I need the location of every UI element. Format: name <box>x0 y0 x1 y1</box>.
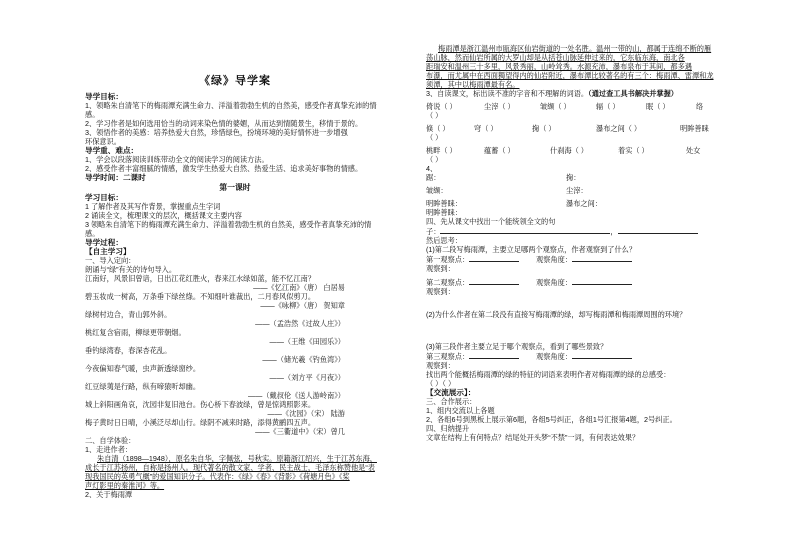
observation-row <box>426 351 726 361</box>
about-line: 布瀑，而尤属中在西面獨望得内的仙岩附近，瀑布潭比较著名的有三个：梅雨潭、雷潭和龙 <box>426 71 714 80</box>
author-bio-line: 声灯影里的秦淮河》等。 <box>85 481 165 490</box>
question-2: (2)为什么作者在第二段没有直接写梅雨潭的绿，却写梅雨潭和梅雨潭周围的环境？ <box>426 310 687 319</box>
definition-row[interactable]: 明眸善睐： <box>426 208 462 217</box>
definition-field[interactable]: 踞： <box>426 173 441 182</box>
observed-label[interactable]: 观察到： <box>426 287 455 296</box>
poem-source: ——（王维《田园乐》） <box>269 337 345 346</box>
vocab-item[interactable]: 倚说（ ） <box>426 102 457 111</box>
vocab-item[interactable]: 桃畔（ ） <box>426 146 457 155</box>
vocab-item[interactable]: 络 <box>696 102 704 111</box>
author-bio-line: 现我国民的英勇气概”的爱国知识分子。代表作：《绿》《春》《背影》《荷塘月色》《桨 <box>85 472 350 481</box>
author-bio-line: 朱自清（1898—1948），原名朱自华，字佩弦，号秋实。原籍浙江绍兴，生于江苏东海， <box>97 454 377 463</box>
zi-label: 子： <box>426 227 441 236</box>
angle-label: 观察角度： <box>536 278 572 287</box>
section-intro: 一、导入定向： <box>85 256 136 265</box>
observation-row <box>426 277 726 287</box>
lesson-heading: 第一课时 <box>219 183 251 192</box>
vocab-item[interactable]: 辐（ ） <box>596 102 620 111</box>
subsection-meiyutan: 2、关于梅雨潭 <box>85 490 133 499</box>
final-question: 文章在结构上有何特点？结尾处开头梦“不禁”一词，有何表达效果？ <box>426 433 640 442</box>
answer-blank[interactable] <box>469 254 519 262</box>
vocab-row[interactable]: （ ） <box>426 155 443 164</box>
definition-field[interactable]: 明眸善睐： <box>426 199 462 208</box>
definition-field[interactable]: 掬： <box>566 173 581 182</box>
key-points-heading: 导学重、难点： <box>85 146 139 155</box>
learning-goal-line: 1 了解作者及其写作背景，掌握重点生字词 <box>85 202 221 211</box>
vocab-item[interactable]: 明眸善睐 <box>680 124 709 133</box>
section-self-study: 二、自学体验： <box>85 436 136 445</box>
definition-row <box>426 173 726 182</box>
group-task: 1、组内交流以上各题 <box>426 406 495 415</box>
vocab-item[interactable]: 穹（ ） <box>474 124 498 133</box>
vocab-item[interactable]: 着实（ ） <box>618 146 649 155</box>
observed-label[interactable]: 观察到： <box>426 264 455 273</box>
about-line: 梅雨潭是浙江温州市瓯海区仙岩街道的一处名胜。温州一带的山，都属于连绵不断的雁 <box>438 44 712 53</box>
vocab-item[interactable]: 处女 <box>686 146 701 155</box>
observation-field[interactable] <box>426 351 536 361</box>
question-1: (1)第二段写梅雨潭，主要立足哪两个观察点，作者观察到了什么？ <box>426 245 637 254</box>
poem-line: 碧玉妆成一树高，万条垂下绿丝绦。不知细叶谁裁出，二月春风似剪刀。 <box>85 292 316 301</box>
goal-line: 1、领略朱自清笔下的梅雨潭充满生命力、洋溢着勃勃生机的自然美，感受作者真挚充沛的情 <box>85 101 377 110</box>
observation-field[interactable] <box>426 277 536 287</box>
definition-row <box>426 186 726 195</box>
vocab-instruction-note: （通过查工具书解决并掌握） <box>588 89 678 98</box>
find-words: 找出两个能概括梅雨潭的绿的特征的词语来表明作者对梅雨潭的绿的总感受： <box>426 370 671 379</box>
vocab-row <box>426 102 726 111</box>
vocab-item[interactable]: 眠（ ） <box>646 102 670 111</box>
page-title: 《绿》导学案 <box>199 75 271 87</box>
definitions-heading: 4、 <box>426 164 438 173</box>
vocab-item[interactable]: 蕴蓄（ ） <box>484 146 515 155</box>
answer-blank[interactable] <box>572 254 632 262</box>
poem-source: ——（戴叔伦《送人游岭南》） <box>247 391 345 400</box>
answer-blank[interactable] <box>618 226 698 234</box>
right-column <box>426 44 726 442</box>
section-four: 四、先从课文中找出一个能统领全文的句 <box>426 217 556 226</box>
poem-source: ——（刘方平《月夜》） <box>269 373 345 382</box>
poem-source: ——（孟浩然《过故人庄》） <box>255 319 345 328</box>
definition-field[interactable]: 尘滓： <box>566 186 588 195</box>
exchange-heading: 【交流展示】： <box>426 388 476 397</box>
learning-goals-heading: 学习目标： <box>85 193 123 202</box>
key-line: 1、学会以段落阅读训练带动全文的阅读学习的阅读方法。 <box>85 155 269 164</box>
definition-field[interactable]: 瀑布之间： <box>566 199 602 208</box>
poem-line: 红豆绿荑是行路，纵有啼猿听却幽。 <box>85 382 201 391</box>
vocab-instruction <box>426 89 726 98</box>
observed-label[interactable]: 观察到： <box>426 361 455 370</box>
subsection-author: 1、走进作者： <box>85 445 133 454</box>
goal-line: 3、领悟作者的美感：培养热爱大自然，珍惜绿色，扮境环境的美好情怀进一步增强 <box>85 128 348 137</box>
time-line: 导学时间：二课时 <box>85 173 146 182</box>
vocab-item[interactable]: 瀑布之间（ ） <box>596 124 642 133</box>
intro-line: 朗诵与“绿”有关的诗句导入。 <box>85 265 177 274</box>
angle-label: 观察角度： <box>536 255 572 264</box>
vocab-item[interactable]: 皱缬（ ） <box>540 102 571 111</box>
about-line: 距瑞安和温州三十多里，风景秀丽，山岭耸秀。水源充沛，瀑布泉布于其间，都多遇 <box>426 62 692 71</box>
poem-line: 绿树村边合，青山郭外斜。 <box>85 310 172 319</box>
answer-blank[interactable] <box>440 226 610 234</box>
process-heading: 导学过程： <box>85 238 123 247</box>
goal-line: 2、学习作者是如何选用恰当的动词来染色情的婆媚，从而达到情随景生，移情于景的。 <box>85 119 363 128</box>
vocab-item[interactable]: 尘滓（ ） <box>484 102 515 111</box>
observation-label: 第一观察点： <box>426 255 470 264</box>
poem-source: ——《忆江南》（唐） 白居易 <box>253 283 345 292</box>
vocab-item[interactable]: 什刹海（ ） <box>550 146 588 155</box>
answer-blank[interactable] <box>469 277 519 285</box>
goal-line: 感。 <box>85 110 100 119</box>
poem-line: 城上斜阳画角哀，沈园非复旧池台。伤心桥下春波绿，曾是惊鸿照影来。 <box>85 400 316 409</box>
learning-goal-line: 感。 <box>85 229 100 238</box>
about-line: 须潭，其中以梅雨潭最有名。 <box>426 80 520 89</box>
key-line: 2、感受作者丰富细腻的情感，激发学生热爱大自然、热爱生活、追求美好事物的情感。 <box>85 164 363 173</box>
question-3: (3)第三段作者主要立足于哪个观察点，看到了哪些景致？ <box>426 342 608 351</box>
definition-row <box>426 199 726 208</box>
poem-line: 今夜偏知春气暖，虫声新透绿窗纱。 <box>85 364 201 373</box>
poem-source: ——（储光羲《钓鱼湾》） <box>262 355 345 364</box>
vocab-item[interactable]: 倏（ ） <box>426 124 450 133</box>
poem-line: 桃红复含宿雨，柳绿更带朝烟。 <box>85 328 186 337</box>
self-study-heading: 【自主学习】 <box>85 247 131 256</box>
answer-blank[interactable] <box>469 351 519 359</box>
goal-line: 环保意识。 <box>85 137 121 146</box>
poem-line: 梅子黄时日日晴，小溪泛尽却山行。绿阴不减来时路，添得黄鹂四五声。 <box>85 418 316 427</box>
vocab-row <box>426 146 726 155</box>
poem-source: ——《三衢道中》（宋）曾几 <box>255 427 345 436</box>
learning-goal-line: 2 诵读全文，梳理课文的层次，概括课文主要内容 <box>85 211 242 220</box>
answer-blank[interactable] <box>572 277 632 285</box>
vocab-item[interactable]: 掬（ ） <box>532 124 556 133</box>
answer-line[interactable]: 子： ， <box>426 226 726 236</box>
vocab-row[interactable]: （ ） <box>426 111 443 120</box>
section-cooperate: 三、合作展示： <box>426 397 477 406</box>
goals-heading: 导学目标： <box>85 92 123 101</box>
answer-blank[interactable] <box>572 351 632 359</box>
poem-line: 垂钓绿湾春，春深杏花乱。 <box>85 346 172 355</box>
then-think: 然后思考： <box>426 236 462 245</box>
observation-label: 第三观察点： <box>426 352 470 361</box>
section-summary: 四、归纳提升 <box>426 424 470 433</box>
observation-row <box>426 254 726 264</box>
poem-source: ——《咏柳》（唐） 贺知章 <box>260 301 345 310</box>
vocab-row <box>426 124 726 133</box>
author-bio-line: 成长于江苏扬州，自称是扬州人。现代著名的散文家、学者、民主战士，毛泽东称赞他是“表 <box>85 463 375 472</box>
vocab-instruction-text: 3、自读课文，标出读不准的字音和不理解的词语。 <box>426 89 589 98</box>
group-task: 2、各组6号到黑板上展示第6题，各组5号纠正，各组1号汇报第4题，2号纠正。 <box>426 415 677 424</box>
angle-label: 观察角度： <box>536 352 572 361</box>
poem-source: ——《沈园》（宋） 陆游 <box>267 409 345 418</box>
learning-goal-line: 3 领略朱自清笔下的梅雨潭充满生命力、洋溢着勃勃生机的自然美，感受作者真挚充沛的情 <box>85 220 372 229</box>
observation-label: 第二观察点： <box>426 278 470 287</box>
about-line: 荡山脉，然而仙岩所属的大罗山却是从括苍山脉延伸过来的，它东临东海，南北各 <box>426 53 685 62</box>
answer-parens[interactable]: （ ）（ ） <box>426 379 456 388</box>
observation-field[interactable] <box>426 254 536 264</box>
vocab-row[interactable]: （ ） <box>426 133 443 142</box>
poem-line: 江南好，风景旧曾谙，日出江花红胜火，春来江水绿如蓝，能不忆江南？ <box>85 274 316 283</box>
left-column <box>85 77 385 499</box>
definition-field[interactable]: 皱缬： <box>426 186 448 195</box>
